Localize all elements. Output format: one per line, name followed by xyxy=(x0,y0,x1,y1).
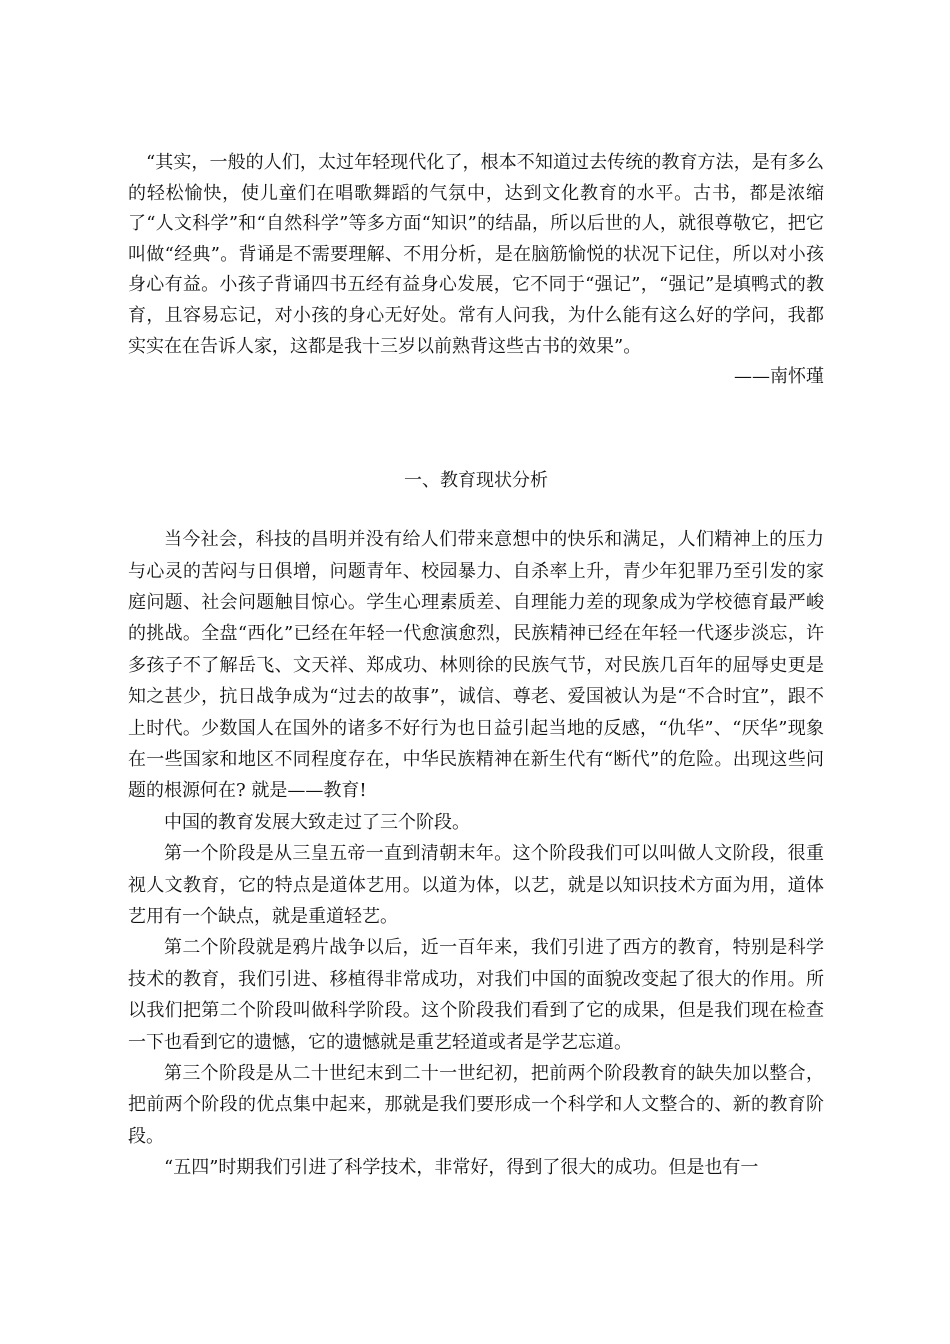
body-paragraph: 第一个阶段是从三皇五帝一直到清朝末年。这个阶段我们可以叫做人文阶段，很重视人文教育，它的特点是道体艺用。以道为体，以艺，就是以知识技术方面为用，道体艺用有一个缺点，就是重道轻艺。 xyxy=(128,843,824,928)
section-title: 一、教育现状分析 xyxy=(404,470,548,492)
body-paragraph: 中国的教育发展大致走过了三个阶段。 xyxy=(164,811,470,833)
body-paragraph: 第二个阶段就是鸦片战争以后，近一百年来，我们引进了西方的教育，特别是科学技术的教育，我们引进、移植得非常成功，对我们中国的面貌改变起了很大的作用。所以我们把第二个阶段叫做科学阶段。这个阶段我们看到了它的成果，但是我们现在检查一下也看到它的遗憾，它的遗憾就是重艺轻道或者是学艺忘道。 xyxy=(128,937,824,1053)
body-paragraph: 第三个阶段是从二十世纪末到二十一世纪初，把前两个阶段教育的缺失加以整合，把前两个阶段的优点集中起来，那就是我们要形成一个科学和人文整合的、新的教育阶段。 xyxy=(128,1063,824,1147)
body-paragraph: “五四”时期我们引进了科学技术，非常好，得到了很大的成功。但是也有一 xyxy=(164,1157,759,1179)
quote-attribution: ——南怀瑾 xyxy=(734,366,824,388)
body-paragraph: 当今社会，科技的昌明并没有给人们带来意想中的快乐和满足，人们精神上的压力与心灵的苦闷与日俱增，问题青年、校园暴力、自杀率上升，青少年犯罪乃至引发的家庭问题、社会问题触目惊心。学生心理素质差、自理能力差的现象成为学校德育最严峻的挑战。全盘“西化”已经在年轻一代愈演愈烈，民族精神已经在年轻一代逐步淡忘，许多孩子不了解岳飞、文天祥、郑成功、林则徐的民族气节，对民族几百年的屈辱史更是知之甚少，抗日战争成为“过去的故事”，诚信、尊老、爱国被认为是“不合时宜”，跟不上时代。少数国人在国外的诸多不好行为也日益引起当地的反感，“仇华”、“厌华”现象在一些国家和地区不同程度存在，中华民族精神在新生代有“断代”的危险。出现这些问题的根源何在? 就是——教育! xyxy=(128,529,824,802)
document-page xyxy=(128,148,824,1184)
opening-quote: “其实，一般的人们，太过年轻现代化了，根本不知道过去传统的教育方法，是有多么的轻松愉快，使儿童们在唱歌舞蹈的气氛中，达到文化教育的水平。古书，都是浓缩了“人文科学”和“自然科学”等多方面“知识”的结晶，所以后世的人，就很尊敬它，把它叫做“经典”。背诵是不需要理解、不用分析，是在脑筋愉悦的状况下记住，所以对小孩身心有益。小孩子背诵四书五经有益身心发展，它不同于“强记”，“强记”是填鸭式的教育，且容易忘记，对小孩的身心无好处。常有人问我，为什么能有这么好的学问，我都实实在在告诉人家，这都是我十三岁以前熟背这些古书的效果”。 xyxy=(128,152,824,357)
